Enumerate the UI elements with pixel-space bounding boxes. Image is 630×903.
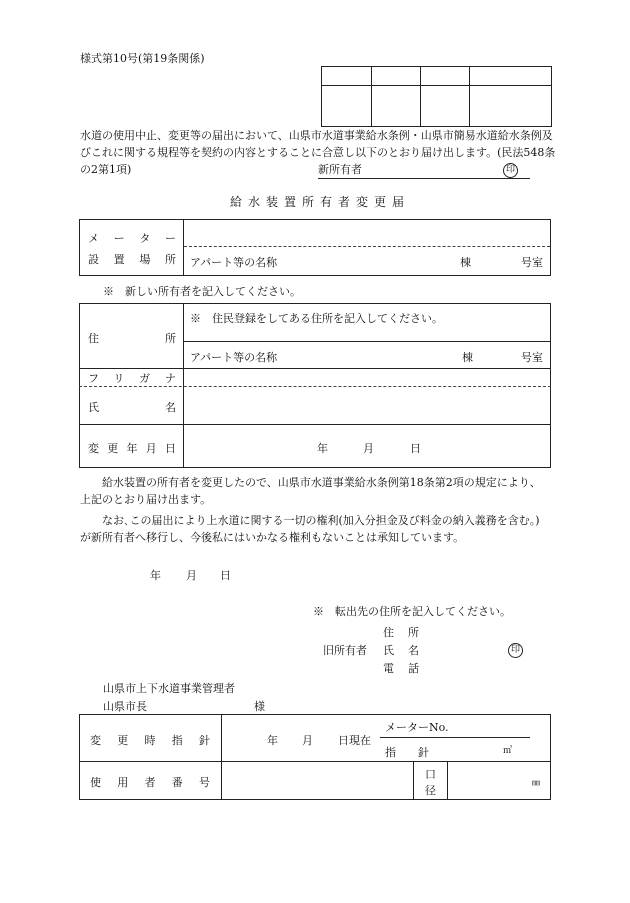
reading-month: 月 [302, 734, 313, 747]
recipient-mayor: 山県市長 [103, 700, 147, 713]
meter-reading-label: 変更時指針 [90, 734, 210, 747]
change-day: 日 [410, 442, 421, 455]
intro-text: 水道の使用中止、変更等の届出において、山県市水道事業給水条例・山県市簡易水道給水条例及びこれに関する規程等を契約の内容とすることに合意し以下のとおり届け出します。(民法548条の2第1項) [80, 129, 556, 176]
meter-location-label: 設置場所 [88, 253, 176, 266]
cubic-meter-unit: ㎥ [503, 746, 513, 756]
meter-apartment-label: アパート等の名称 [190, 256, 278, 269]
date-day: 日 [220, 569, 231, 582]
change-date-label: 変更年月日 [88, 442, 176, 455]
address-note: ※ 住民登録をしてある住所を記入してください。 [190, 312, 443, 325]
millimeter-unit: ㎜ [532, 778, 540, 787]
furigana-label: フリガナ [88, 372, 176, 385]
new-owner-seal: 印 [503, 162, 518, 178]
move-note: ※ 転出先の住所を記入してください。 [313, 605, 511, 618]
meter-room-label: 号室 [521, 256, 543, 269]
old-owner-name-label: 氏名 [383, 644, 419, 657]
old-owner-label: 旧所有者 [323, 644, 367, 657]
recipient-manager: 山県市上下水道事業管理者 [103, 682, 235, 695]
body-paragraph-1: 給水装置の所有者を変更したので、山県市水道事業給水条例第18条第2項の規定により、上記のとおり届け出ます。 [80, 476, 541, 506]
reading-year: 年 [267, 734, 278, 747]
old-owner-address-label: 住所 [383, 626, 419, 639]
meter-location-table [79, 219, 551, 276]
old-owner-seal: 印 [508, 642, 523, 658]
form-title: 給水装置所有者変更届 [230, 195, 411, 209]
user-number-label: 使用者番号 [90, 776, 210, 789]
new-owner-underline [318, 178, 530, 179]
meter-label: メーター [88, 232, 176, 245]
reading-label: 指針 [385, 746, 429, 759]
change-month: 月 [363, 442, 374, 455]
meter-building-label: 棟 [460, 256, 471, 269]
name-label: 氏名 [88, 401, 176, 414]
old-owner-phone-label: 電話 [383, 662, 419, 675]
address-apartment-label: アパート等の名称 [190, 351, 278, 364]
form-number: 様式第10号(第19条関係) [80, 52, 205, 65]
new-owner-label: 新所有者 [318, 163, 362, 176]
reading-as-of: 日現在 [338, 734, 371, 747]
date-year: 年 [150, 569, 161, 582]
body-paragraph-2: なお､この届出により上水道に関する一切の権利(加入分担金及び料金の納入義務を含む。)が新所有者へ移行し、今後私にはいかなる権利もないことは承知しています。 [80, 514, 540, 544]
date-month: 月 [186, 569, 197, 582]
diameter-label: 口径 [425, 768, 436, 797]
address-room-label: 号室 [521, 351, 543, 364]
address-label: 住所 [88, 332, 176, 345]
new-owner-note: ※ 新しい所有者を記入してください。 [103, 285, 301, 298]
meter-number-label: メーターNo. [385, 721, 449, 734]
address-building-label: 棟 [462, 351, 473, 364]
change-year: 年 [317, 442, 328, 455]
recipient-honorific: 様 [254, 700, 265, 713]
